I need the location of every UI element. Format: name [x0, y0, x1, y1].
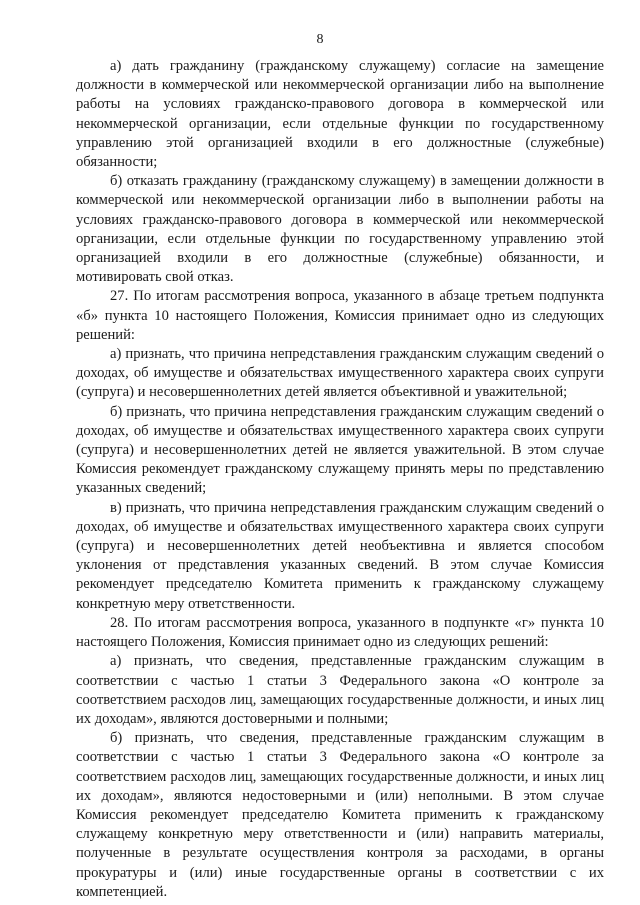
- paragraph-26b: б) отказать гражданину (гражданскому служащему) в замещении должности в коммерческой или некоммерческой организации либо в выполнении работы на условиях гражданско-правового договора в коммерческой или некоммерческой организации, если отдельные функции по государственному управлению этой организацией входили в его должностные (служебные) обязанности, и мотивировать свой отказ.: [76, 173, 604, 286]
- paragraph-27: 27. По итогам рассмотрения вопроса, указанного в абзаце третьем подпункта «б» пункта 10 настоящего Положения, Комиссия принимает одно из следующих решений:: [76, 288, 604, 343]
- paragraph-28b: б) признать, что сведения, представленные гражданским служащим в соответствии с частью 1 статьи 3 Федерального закона «О контроле за соответствием расходов лиц, замещающих государственные должности, и иных лиц их доходам», являются недостоверными и (или) неполными. В этом случае Комиссия рекомендует председателю Комитета применить к гражданскому служащему конкретную меру ответственности и (или) направить материалы, полученные в результате осуществления контроля за расходами, в органы прокуратуры и (или) иные государственные органы в соответствии с их компетенцией.: [76, 730, 604, 900]
- paragraph-28a: а) признать, что сведения, представленные гражданским служащим в соответствии с частью 1 статьи 3 Федерального закона «О контроле за соответствием расходов лиц, замещающих государственные должности, и иных лиц их доходам», являются достоверными и полными;: [76, 653, 604, 727]
- paragraph-27a: а) признать, что причина непредставления гражданским служащим сведений о доходах, об имуществе и обязательствах имущественного характера своих супруги (супруга) и несовершеннолетних детей является объективной и уважительной;: [76, 346, 604, 401]
- paragraph-27b: б) признать, что причина непредставления гражданским служащим сведений о доходах, об имуществе и обязательствах имущественного характера своих супруги (супруга) и несовершеннолетних детей не является уважительной. В этом случае Комиссия рекомендует гражданскому служащему принять меры по представлению указанных сведений;: [76, 403, 604, 497]
- page-number: 8: [316, 32, 324, 47]
- paragraph-27c: в) признать, что причина непредставления гражданским служащим сведений о доходах, об имуществе и обязательствах имущественного характера своих супруги (супруга) и несовершеннолетних детей необъективна и является способом уклонения от представления указанных сведений. В этом случае Комиссия рекомендует председателю Комитета применить к гражданскому служащему конкретную меру ответственности.: [76, 499, 604, 612]
- document-body: [76, 57, 604, 902]
- paragraph-26a: а) дать гражданину (гражданскому служащему) согласие на замещение должности в коммерческой или некоммерческой организации либо на выполнение работы на условиях гражданско-правового договора в коммерческой или некоммерческой организации, если отдельные функции по государственному управлению этой организацией входили в его должностные (служебные) обязанности;: [76, 58, 604, 171]
- paragraph-28: 28. По итогам рассмотрения вопроса, указанного в подпункте «г» пункта 10 настоящего Положения, Комиссия принимает одно из следующих решений:: [76, 614, 604, 651]
